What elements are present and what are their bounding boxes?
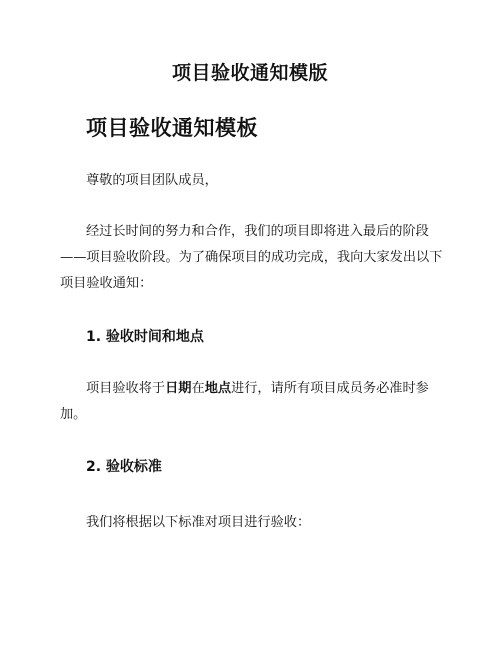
intro-paragraph: 经过长时间的努力和合作，我们的项目即将进入最后的阶段——项目验收阶段。为了确保项目的成功完成，我向大家发出以下项目验收通知： <box>60 224 443 291</box>
time-place-middle: 在 <box>191 381 205 396</box>
date-placeholder: 日期 <box>165 381 192 396</box>
section-heading-time-place: 1. 验收时间和地点 <box>86 329 204 345</box>
document-heading: 项目验收通知模板 <box>86 116 258 140</box>
section-heading-standards: 2. 验收标准 <box>86 459 162 475</box>
time-place-paragraph <box>60 376 444 428</box>
standards-paragraph: 我们将根据以下标准对项目进行验收： <box>86 515 311 530</box>
time-place-prefix: 项目验收将于 <box>86 381 166 396</box>
place-placeholder: 地点 <box>204 381 232 396</box>
greeting-paragraph: 尊敬的项目团队成员， <box>86 173 218 188</box>
time-place-suffix: 进行，请所有项目成员务必准时参加。 <box>60 381 429 422</box>
document-title: 项目验收通知模版 <box>171 62 328 84</box>
